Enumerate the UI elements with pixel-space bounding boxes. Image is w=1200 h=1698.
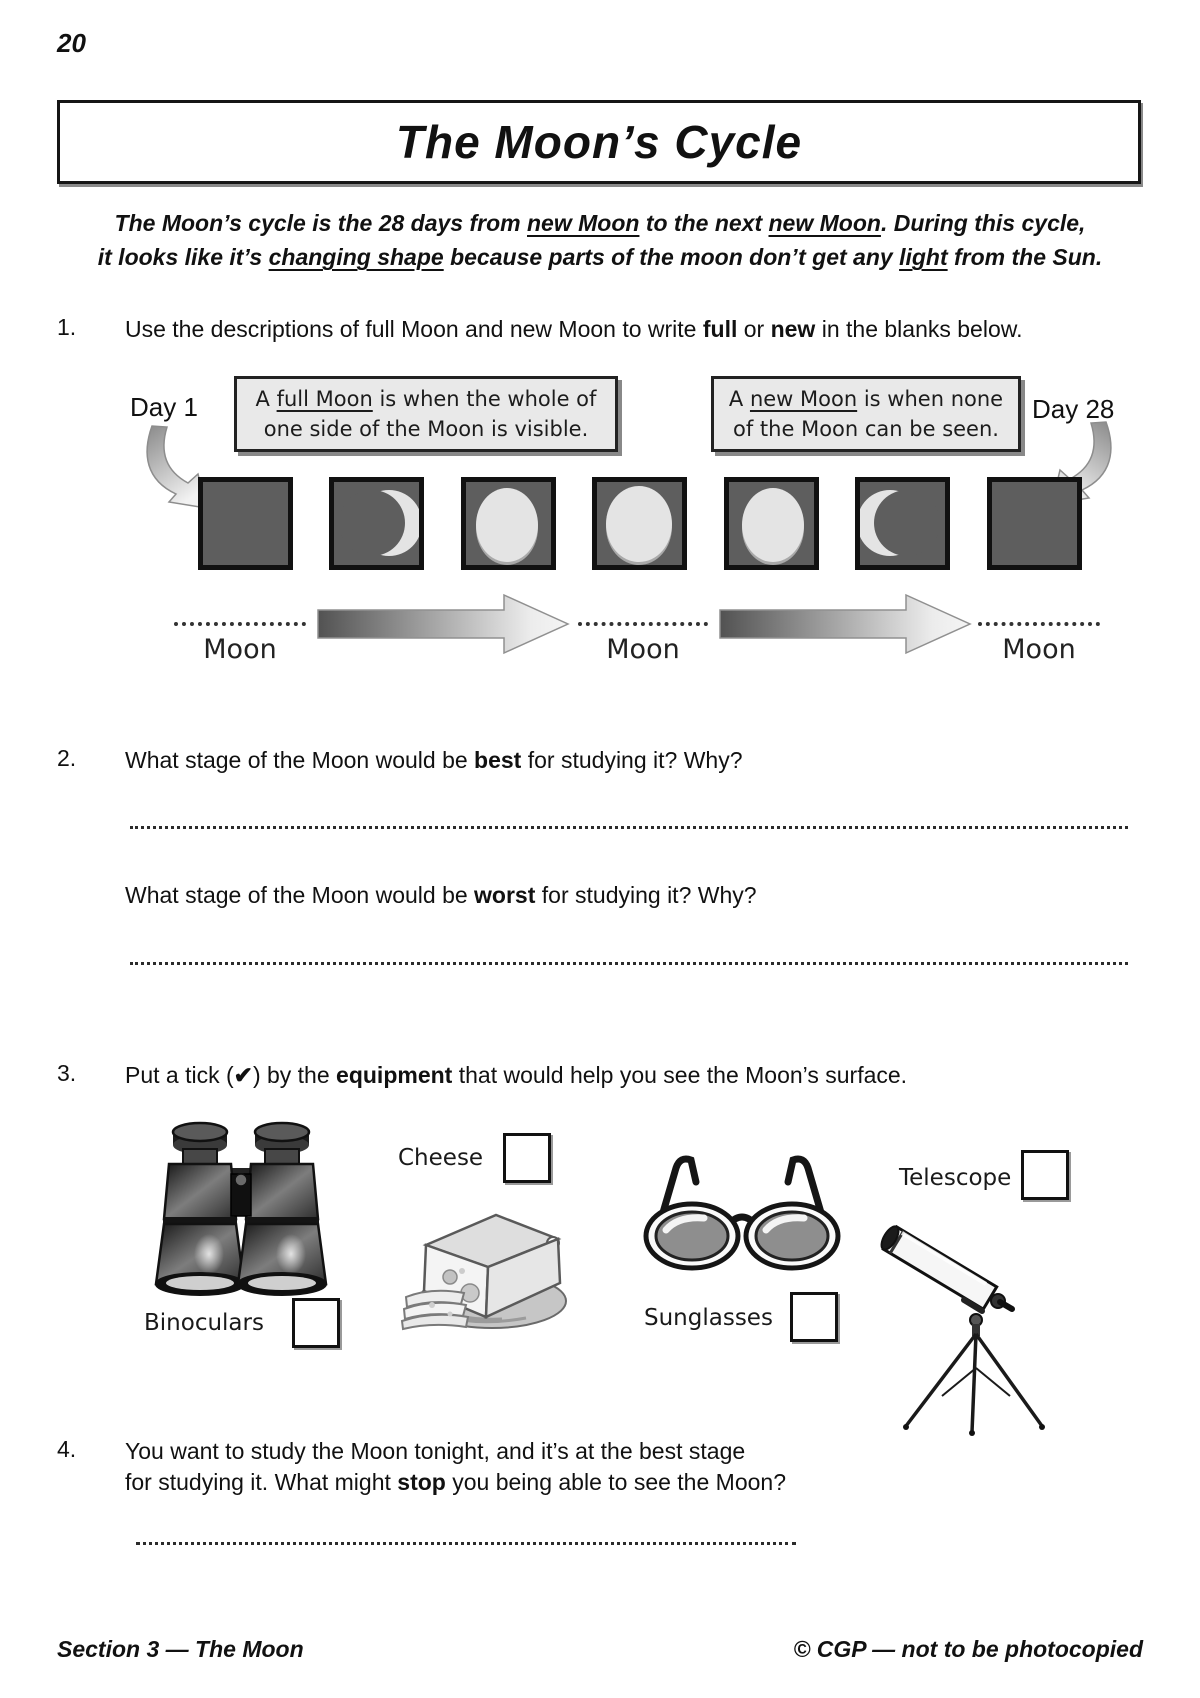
- checkbox-binoculars[interactable]: [292, 1298, 340, 1348]
- page-title: The Moon’s Cycle: [395, 116, 803, 168]
- emphasis-text: equipment: [336, 1062, 453, 1088]
- answer-blank-q4[interactable]: [136, 1542, 796, 1545]
- text-segment: in the blanks below.: [815, 316, 1023, 342]
- cheese-label: Cheese: [398, 1145, 484, 1171]
- cheese-image: [390, 1185, 576, 1335]
- question-1-text: [125, 314, 1022, 345]
- text-segment: What stage of the Moon would be: [125, 747, 475, 773]
- moon-blank-label-3: Moon: [1002, 634, 1076, 665]
- text-segment: that would help you see the Moon’s surface.: [452, 1062, 908, 1088]
- moon-blank-label-2: Moon: [606, 634, 680, 665]
- footer-section-label: Section 3 — The Moon: [57, 1636, 304, 1662]
- text-segment: for studying it? Why?: [521, 747, 743, 773]
- title-box: [57, 100, 1141, 184]
- question-4-number: 4.: [57, 1436, 77, 1462]
- phase-progress-arrow-2: [718, 592, 973, 656]
- text-segment: Use the descriptions of full Moon and new Moon to write: [125, 316, 703, 342]
- question-2-number: 2.: [57, 745, 77, 771]
- new-moon-box-line-2: of the Moon can be seen.: [733, 417, 999, 441]
- emphasis-text: worst: [474, 882, 536, 908]
- text-segment: for studying it. What might: [125, 1469, 398, 1495]
- underlined-text: full Moon: [276, 387, 373, 411]
- page-number: 20: [57, 28, 86, 58]
- moon-phase-waxing-crescent: [329, 477, 424, 570]
- answer-blank-q2-best[interactable]: [130, 826, 1128, 829]
- underlined-text: new Moon: [768, 210, 881, 236]
- full-moon-description-box: [234, 376, 618, 452]
- question-4-line-1: You want to study the Moon tonight, and it’s at the best stage: [125, 1438, 746, 1464]
- text-segment: is when none: [857, 387, 1004, 411]
- checkbox-cheese[interactable]: [503, 1133, 551, 1183]
- new-moon-description-box: [711, 376, 1021, 452]
- text-segment: A: [728, 387, 750, 411]
- moon-blank-label-1: Moon: [203, 634, 277, 665]
- checkbox-telescope[interactable]: [1021, 1150, 1069, 1200]
- emphasis-text: best: [474, 747, 522, 773]
- moon-phase-blank-2[interactable]: [578, 622, 708, 626]
- text-segment: from the Sun.: [947, 244, 1103, 270]
- day-1-label: Day 1: [130, 392, 198, 422]
- emphasis-text: stop: [397, 1469, 446, 1495]
- text-segment: Put a tick (: [125, 1062, 234, 1088]
- telescope-label: Telescope: [899, 1165, 1012, 1191]
- intro-line-2: [30, 240, 1170, 274]
- text-segment: ) by the: [252, 1062, 337, 1088]
- new-moon-box-line-1: [722, 384, 1010, 414]
- underlined-text: changing shape: [268, 244, 444, 270]
- text-segment: or: [737, 316, 771, 342]
- text-segment: for studying it? Why?: [535, 882, 757, 908]
- underlined-text: new Moon: [527, 210, 640, 236]
- text-segment: The Moon’s cycle is the 28 days from: [114, 210, 527, 236]
- sunglasses-image: [630, 1150, 854, 1278]
- question-3-text: [125, 1060, 907, 1091]
- question-2-worst-text: [125, 880, 757, 911]
- phase-progress-arrow-1: [316, 592, 571, 656]
- footer-copyright: © CGP — not to be photocopied: [793, 1636, 1143, 1662]
- underlined-text: light: [899, 244, 948, 270]
- moon-phase-blank-3[interactable]: [978, 622, 1100, 626]
- text-segment: because parts of the moon don’t get any: [443, 244, 900, 270]
- day-28-label: Day 28: [1032, 394, 1115, 424]
- text-segment: you being able to see the Moon?: [445, 1469, 786, 1495]
- telescope-image: [872, 1196, 1072, 1441]
- full-moon-box-line-1: [245, 384, 607, 414]
- question-3-number: 3.: [57, 1060, 77, 1086]
- question-2-best-text: [125, 745, 743, 776]
- full-moon-box-line-2: one side of the Moon is visible.: [263, 417, 589, 441]
- emphasis-text: full: [702, 316, 738, 342]
- emphasis-text: new: [770, 316, 816, 342]
- moon-phase-new-1: [198, 477, 293, 570]
- moon-phase-waxing-gibbous: [461, 477, 556, 570]
- text-segment: A: [255, 387, 277, 411]
- text-segment: is when the whole of: [372, 387, 597, 411]
- text-segment: to the next: [639, 210, 769, 236]
- question-4-text: [125, 1436, 786, 1498]
- moon-phase-new-2: [987, 477, 1082, 570]
- text-segment: . During this cycle,: [880, 210, 1086, 236]
- answer-blank-q2-worst[interactable]: [130, 962, 1128, 965]
- moon-phase-waning-crescent: [855, 477, 950, 570]
- intro-text: [30, 206, 1170, 274]
- tick-symbol: ✔: [233, 1062, 253, 1088]
- moon-phase-waning-gibbous: [724, 477, 819, 570]
- intro-line-1: [30, 206, 1170, 240]
- text-segment: What stage of the Moon would be: [125, 882, 475, 908]
- question-4-line-2: [125, 1467, 786, 1498]
- checkbox-sunglasses[interactable]: [790, 1292, 838, 1342]
- binoculars-image: [143, 1116, 339, 1312]
- moon-phase-blank-1[interactable]: [174, 622, 306, 626]
- question-1-number: 1.: [57, 314, 77, 340]
- text-segment: it looks like it’s: [97, 244, 269, 270]
- sunglasses-label: Sunglasses: [644, 1305, 773, 1331]
- moon-phase-full: [592, 477, 687, 570]
- binoculars-label: Binoculars: [144, 1310, 264, 1336]
- underlined-text: new Moon: [749, 387, 858, 411]
